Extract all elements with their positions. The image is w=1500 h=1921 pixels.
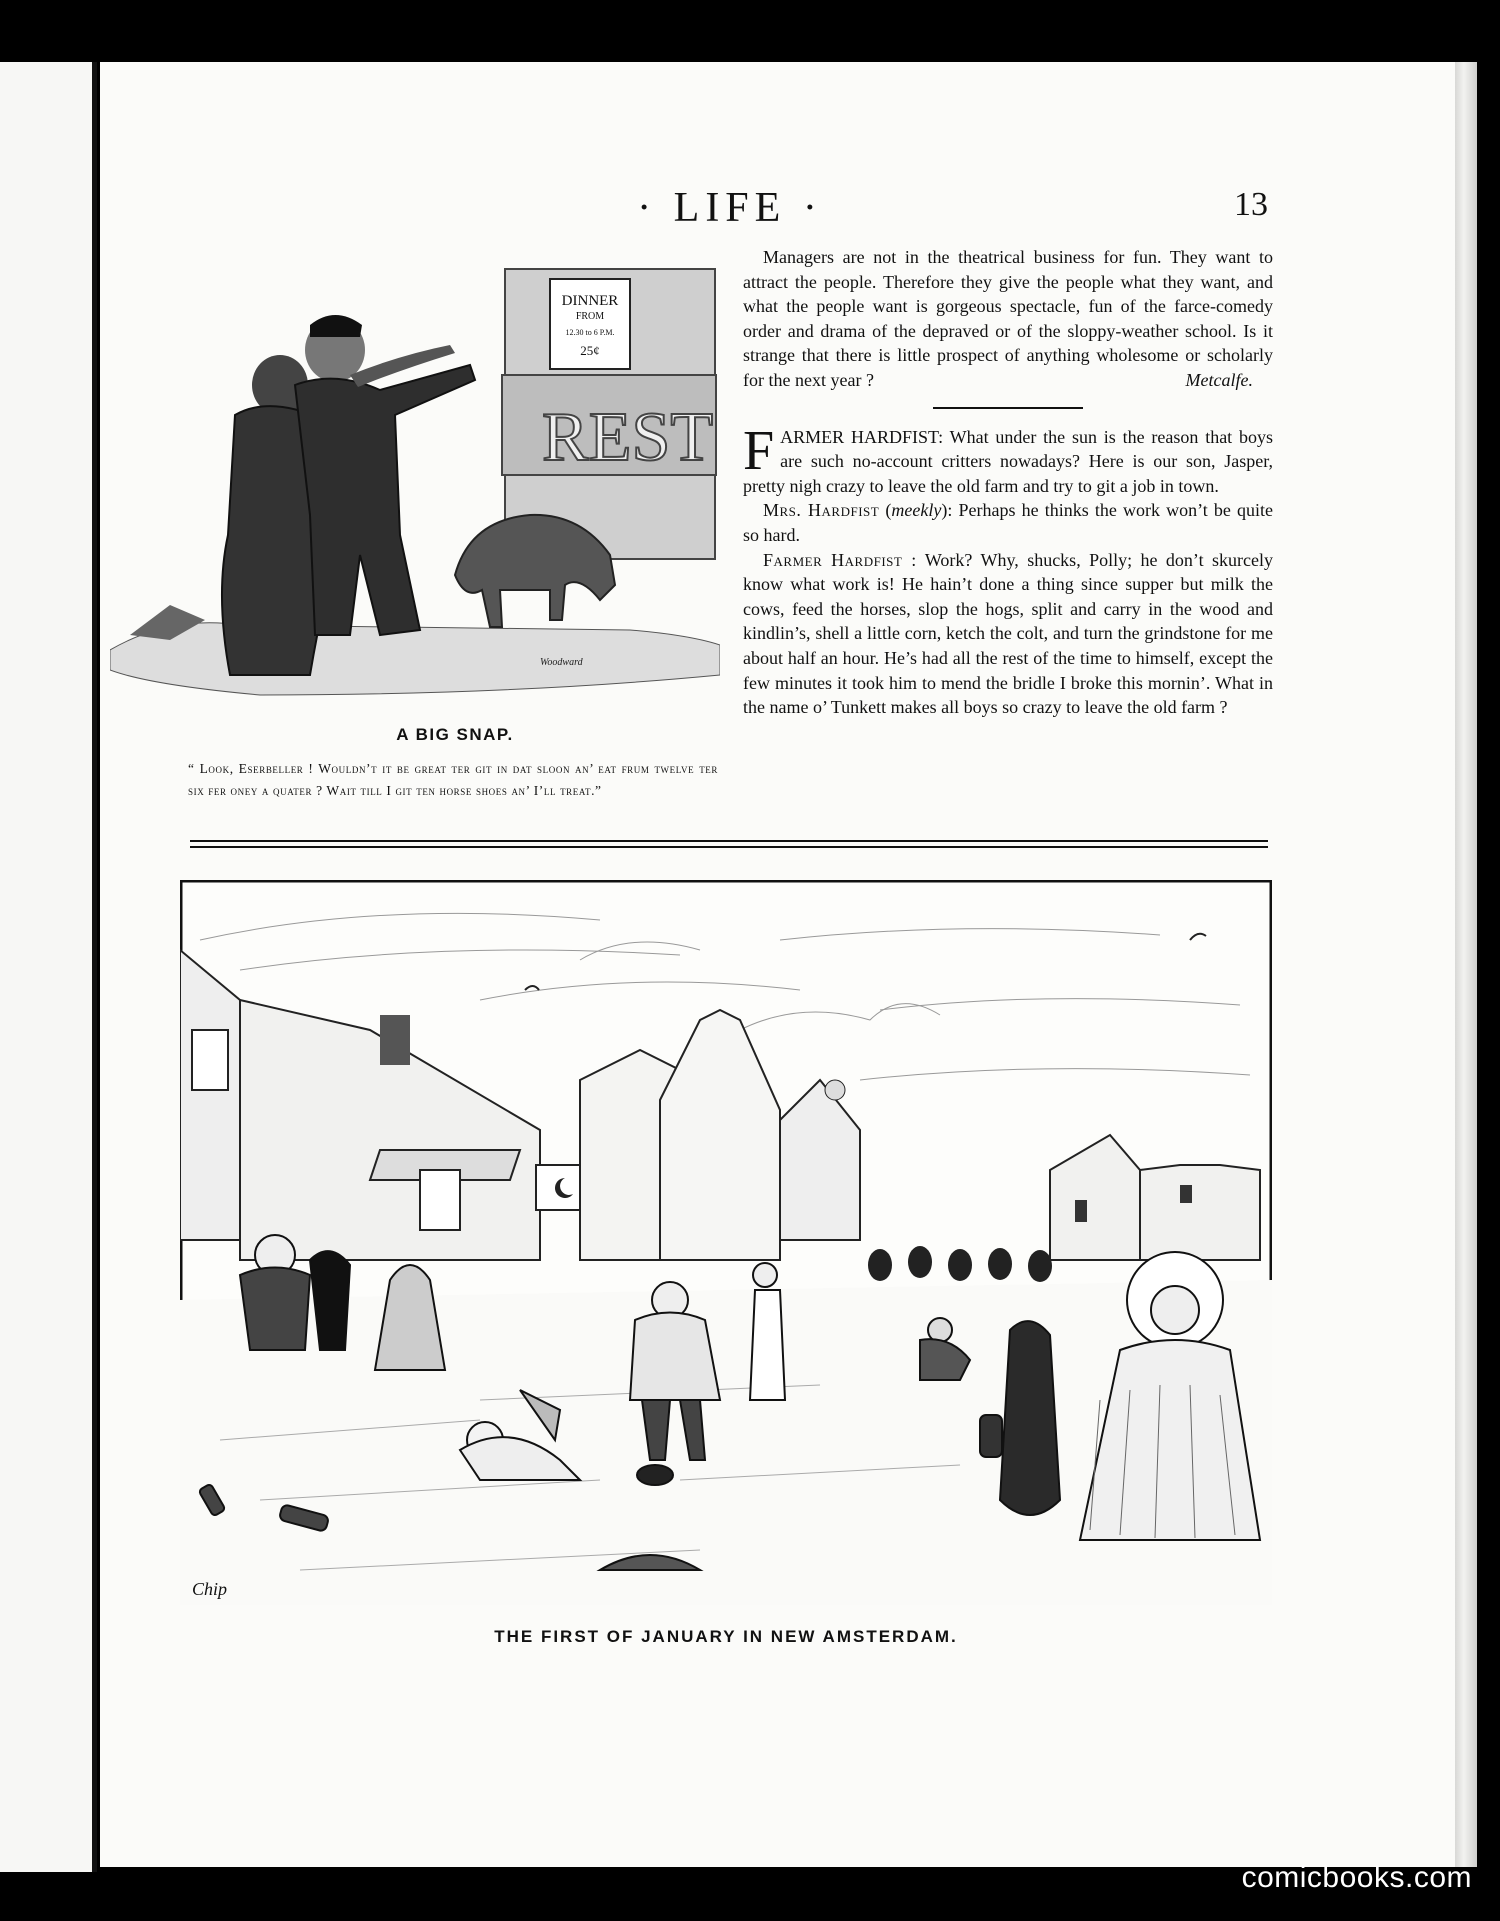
sign-line-4: 25¢ bbox=[580, 343, 600, 358]
bottom-illustration-caption: THE FIRST OF JANUARY IN NEW AMSTERDAM. bbox=[494, 1627, 958, 1646]
page-edge bbox=[1455, 62, 1477, 1867]
sign-line-2: FROM bbox=[575, 311, 605, 322]
speaker-mrs: Mrs. Hardfist bbox=[763, 500, 880, 521]
drop-cap: F bbox=[743, 419, 775, 482]
speaker-farmer-2: Farmer Hardfist : bbox=[763, 549, 917, 570]
artist-signature-chip: Chip bbox=[192, 1579, 228, 1599]
spine-line bbox=[92, 62, 97, 1872]
stage-direction: meekly bbox=[891, 500, 942, 521]
big-snap-illustration bbox=[110, 255, 720, 710]
left-page-edge bbox=[0, 62, 92, 1872]
masthead: · LIFE · bbox=[637, 185, 823, 231]
dialogue-paragraph-2: Mrs. Hardfist (meekly): Perhaps he thinks the work won’t be quite so hard. bbox=[743, 500, 1273, 545]
dialogue-text-3: Work? Why, shucks, Polly; he don’t skurcely know what work is! He hain’t done a thing since supper but milk the cows, feed the horses, slop the hogs, split and carry in the wood and kindlin’s, shell a little corn, ketch the colt, and turn the grindstone for me about half an hour. He’s had all the rest of the time to himself, except the few minutes it took him to mend the bridle I broke this mornin’. What in the name o’ Tunkett makes all boys so crazy to leave the old farm ? bbox=[743, 549, 1273, 718]
article-signature: Metcalfe. bbox=[1185, 369, 1253, 390]
new-amsterdam-illustration bbox=[180, 880, 1272, 1605]
watermark: comicbooks.com bbox=[1241, 1861, 1472, 1894]
speaker-farmer: ARMER HARDFIST: bbox=[780, 426, 944, 447]
sign-line-3: 12.30 to 6 P.M. bbox=[565, 328, 615, 337]
section-rule bbox=[933, 407, 1083, 409]
double-rule bbox=[190, 840, 1268, 848]
sign-line-1: DINNER bbox=[561, 293, 619, 309]
dialogue-paragraph-1 bbox=[743, 419, 1273, 499]
page-number: 13 bbox=[1234, 186, 1268, 223]
dialogue-text-2: Perhaps he thinks the work won’t be quite so hard. bbox=[743, 500, 1273, 545]
illustration-title: A BIG SNAP. bbox=[396, 725, 514, 744]
right-column bbox=[743, 245, 1273, 720]
illustration-caption: “ Look, Eserbeller ! Wouldn’t it be great ter git in dat sloon an’ eat frum twelve ter six fer oney a quater ? Wait till I git ten horse shoes an’ I’ll treat.” bbox=[188, 761, 718, 798]
wall-sign: REST bbox=[542, 399, 714, 476]
article-managers-text: Managers are not in the theatrical business for fun. They want to attract the people. Therefore they give the people what they want, and what the people want is gorgeous spectacle, fun of the farce-comedy order and drama of the depraved or of the sloppy-weather school. Is it strange that there is little prospect of anything wholesome or scholarly for the next year ? bbox=[743, 247, 1273, 390]
dialogue-paragraph-3 bbox=[743, 548, 1273, 720]
dialogue-text-1: What under the sun is the reason that boys are such no-account critters nowadays? Here is our son, Jasper, pretty nigh crazy to leave the old farm and try to git a job in town. bbox=[743, 426, 1273, 496]
artist-signature: Woodward bbox=[540, 657, 583, 668]
